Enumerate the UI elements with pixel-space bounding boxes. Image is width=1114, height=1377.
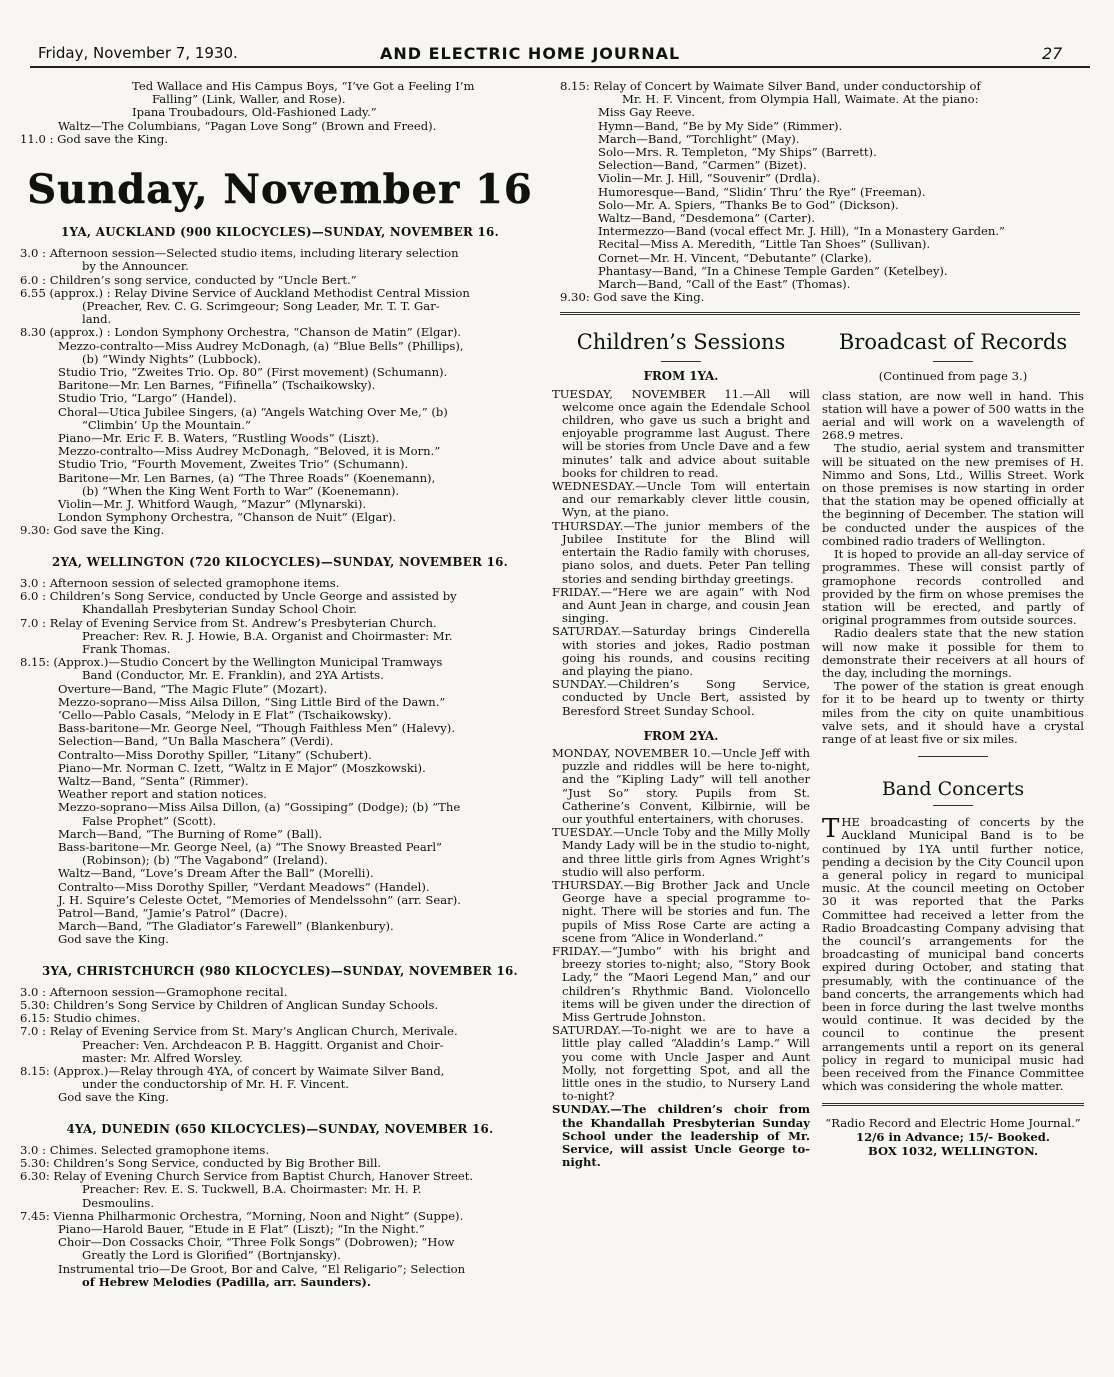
programme-line: master: Mr. Alfred Worsley. — [82, 1050, 243, 1065]
right-column — [552, 79, 1084, 1325]
programme-line: Overture—Band, “The Magic Flute” (Mozart). — [58, 681, 328, 696]
from-2ya-heading: FROM 2YA. — [643, 728, 719, 743]
programme-line: (b) “When the King Went Forth to War” (Koenemann). — [82, 483, 400, 498]
programme-line: 11.0 : God save the King. — [20, 131, 169, 146]
station-3ya-programme — [20, 986, 540, 1105]
programme-line: Patrol—Band, “Jamie’s Patrol” (Dacre). — [58, 905, 288, 920]
session-paragraph: THURSDAY.—Big Brother Jack and Uncle George have a special programme to-night. There will be stories and fun. The pupils of Miss Rose Carte are acting a scene from “Alice in Wonderland.” — [552, 877, 810, 945]
waimate-concert-programme — [560, 80, 1080, 304]
programme-line: (Preacher, Rev. C. G. Scrimgeour; Song Leader, Mr. T. T. Gar- — [82, 299, 440, 314]
article-end-rule — [918, 756, 988, 757]
programme-line: 8.15: (Approx.)—Studio Concert by the Wellington Municipal Tramways — [20, 655, 443, 670]
programme-line: 3.0 : Afternoon session of selected gramophone items. — [20, 575, 340, 590]
programme-line: Contralto—Miss Dorothy Spiller, “Verdant Meadows” (Handel). — [58, 879, 430, 894]
header-date: Friday, November 7, 1930. — [38, 44, 238, 62]
programme-line: March—Band, “Torchlight” (May). — [598, 131, 800, 146]
programme-line: Waltz—Band, “Senta” (Rimmer). — [58, 773, 249, 788]
programme-line: Mr. H. F. Vincent, from Olympia Hall, Waimate. At the piano: — [622, 92, 979, 107]
session-paragraph: THURSDAY.—The junior members of the Jubilee Institute for the Blind will entertain the Radio family with choruses, piano solos, and duets. Peter Pan telling stories and sending birthday greetings. — [552, 518, 810, 586]
programme-line: London Symphony Orchestra, “Chanson de Nuit” (Elgar). — [58, 510, 397, 525]
station-4ya-programme — [20, 1144, 540, 1289]
programme-line: Intermezzo—Band (vocal effect Mr. J. Hill), “In a Monastery Garden.” — [598, 224, 1005, 239]
programme-line: Choral—Utica Jubilee Singers, (a) “Angels Watching Over Me,” (b) — [58, 404, 448, 419]
programme-line: Piano—Mr. Eric F. B. Waters, “Rustling Woods” (Liszt). — [58, 431, 380, 446]
programme-line: Miss Gay Reeve. — [598, 105, 696, 120]
programme-line: 6.55 (approx.) : Relay Divine Service of Auckland Methodist Central Mission — [20, 285, 470, 300]
programme-line: J. H. Squire’s Celeste Octet, “Memories of Mendelssohn” (arr. Sear). — [58, 892, 461, 907]
programme-line: Phantasy—Band, “In a Chinese Temple Garden” (Ketelbey). — [598, 263, 948, 278]
band-concerts-text: HE broadcasting of concerts by the Auckland Municipal Band is to be continued by 1YA until further notice, pending a decision by the City Council upon a general policy in regard to municipal music. At the council meeting on October 30 it was reported that the Parks Committee had received a letter from the Radio Broadcasting Company advising that the council’s arrangements for the broadcasting of municipal band concerts expired during October, and stating that presumably, with the continuance of the band concerts, the arrangements which had been in force during the last twelve months would continue. It was decided by the council to continue the present arrangements until a report on its general policy in regard to municipal music had been received from the Finance Committee which was considering the whole matter. — [822, 815, 1084, 1094]
session-paragraph: SATURDAY.—Saturday brings Cinderella with stories and jokes, Radio postman going his rounds, and cousins reciting and playing the piano. — [552, 624, 810, 678]
title-rule — [933, 805, 973, 806]
programme-line: 3.0 : Chimes. Selected gramophone items. — [20, 1142, 270, 1157]
programme-line: 9.30: God save the King. — [20, 523, 165, 538]
station-heading-2ya: 2YA, WELLINGTON (720 KILOCYCLES)—SUNDAY, NOVEMBER 16. — [51, 554, 509, 569]
programme-line: Cornet—Mr. H. Vincent, “Debutante” (Clarke). — [598, 250, 872, 265]
programme-line: 5.30: Children’s Song Service by Children of Anglican Sunday Schools. — [20, 997, 439, 1012]
article-paragraph: Radio dealers state that the new station will now make it possible for them to demonstrate their receivers at all hours of the day, including the mornings. — [822, 626, 1084, 680]
programme-line: 8.15: Relay of Concert by Waimate Silver Band, under conductorship of — [560, 79, 981, 93]
programme-line: Hymn—Band, “Be by My Side” (Rimmer). — [598, 118, 843, 133]
programme-line: 6.30: Relay of Evening Church Service from Baptist Church, Hanover Street. — [20, 1169, 474, 1184]
programme-line: Baritone—Mr. Len Barnes, (a) “The Three Roads” (Koenemann), — [58, 470, 436, 485]
session-paragraph: SUNDAY.—The children’s choir from the Khandallah Presbyterian Sunday School under the leadership of Mr. Service, will assist Uncle George to-night. — [552, 1102, 810, 1170]
programme-line: Waltz—The Columbians, “Pagan Love Song” (Brown and Freed). — [58, 118, 437, 133]
station-1ya-programme — [20, 247, 540, 537]
programme-line: Preacher: Ven. Archdeacon P. B. Haggitt. Organist and Choir- — [82, 1037, 444, 1052]
programme-line: 9.30: God save the King. — [560, 290, 705, 305]
programme-line: Recital—Miss A. Meredith, “Little Tan Shoes” (Sullivan). — [598, 237, 931, 252]
band-concerts-paragraph — [822, 816, 1084, 1093]
station-2ya-programme — [20, 577, 540, 947]
session-paragraph: TUESDAY.—Uncle Toby and the Milly Molly Mandy Lady will be in the studio to-night, and three little girls from Agnes Wright’s studio will also perform. — [552, 825, 810, 879]
article-paragraph: The studio, aerial system and transmitter will be situated on the new premises of H. Nimmo and Sons, Ltd., Willis Street. Work on those premises is now starting in order that the station may be opened officially at the beginning of December. The station will be conducted under the auspices of the combined radio traders of Wellington. — [822, 441, 1084, 548]
programme-line: Mezzo-soprano—Miss Ailsa Dillon, (a) “Gossiping” (Dodge); (b) “The — [58, 800, 461, 815]
ad-divider — [822, 1103, 1084, 1106]
programme-line: Piano—Harold Bauer, “Etude in E Flat” (Liszt); “In the Night.” — [58, 1222, 425, 1237]
subscription-ad — [822, 1116, 1084, 1158]
programme-line: Desmoulins. — [82, 1195, 155, 1210]
programme-line: Khandallah Presbyterian Sunday School Choir. — [82, 602, 357, 617]
programme-line: Selection—Band, “Carmen” (Bizet). — [598, 158, 807, 173]
programme-line: 8.30 (approx.) : London Symphony Orchestra, “Chanson de Matin” (Elgar). — [20, 325, 462, 340]
article-paragraph: It is hoped to provide an all-day service of programmes. These will consist partly of gramophone records controlled and provided by the firm on whose premises the station will be erected, and partly of original programmes from outside sources. — [822, 547, 1084, 628]
programme-line: Waltz—Band, “Love’s Dream After the Ball” (Morelli). — [58, 866, 374, 881]
programme-line: Solo—Mrs. R. Templeton, “My Ships” (Barrett). — [598, 145, 877, 160]
programme-line: “Climbin’ Up the Mountain.” — [82, 417, 251, 432]
top-programme-lines — [20, 80, 540, 146]
programme-line: Studio Trio, “Fourth Movement, Zweites Trio” (Schumann). — [58, 457, 409, 472]
ad-price: 12/6 in Advance; 15/- Booked. — [856, 1130, 1050, 1145]
station-heading-4ya: 4YA, DUNEDIN (650 KILOCYCLES)—SUNDAY, NOVEMBER 16. — [66, 1121, 494, 1136]
session-paragraph: SUNDAY.—Children’s Song Service, conducted by Uncle Bert, assisted by Beresford Street Sunday School. — [552, 677, 810, 718]
page-header — [0, 0, 1114, 70]
programme-line: Ted Wallace and His Campus Boys, “I’ve Got a Feeling I’m — [132, 79, 475, 93]
programme-line: Preacher: Rev. R. J. Howie, B.A. Organist and Choirmaster: Mr. — [82, 628, 453, 643]
header-journal-title: AND ELECTRIC HOME JOURNAL — [380, 44, 681, 63]
header-rule — [30, 66, 1090, 68]
article-paragraph: class station, are now well in hand. This station will have a power of 500 watts in the aerial and will work on a wavelength of 268.9 metres. — [822, 388, 1084, 443]
programme-line: 8.15: (Approx.)—Relay through 4YA, of concert by Waimate Silver Band, — [20, 1064, 445, 1078]
programme-line: Instrumental trio—De Groot, Bor and Calve, “El Religario”; Selection — [58, 1261, 466, 1276]
records-column — [822, 325, 1084, 1158]
programme-line: False Prophet” (Scott). — [82, 813, 217, 828]
programme-line: 6.0 : Children’s song service, conducted by “Uncle Bert.” — [20, 272, 357, 287]
ad-title: “Radio Record and Electric Home Journal.” — [825, 1116, 1081, 1131]
programme-line: God save the King. — [58, 932, 169, 947]
programme-line: Selection—Band, “Un Balla Maschera” (Verdi). — [58, 734, 334, 749]
lower-right-columns — [552, 325, 1084, 1325]
ad-address: BOX 1032, WELLINGTON. — [868, 1144, 1038, 1159]
programme-line: ’Cello—Pablo Casals, “Melody in E Flat” (Tschaikowsky). — [58, 707, 392, 722]
programme-line: Studio Trio, “Largo” (Handel). — [58, 391, 237, 406]
programme-line: Violin—Mr. J. Whitford Waugh, “Mazur” (Mlynarski). — [58, 497, 367, 512]
programme-line: Band (Conductor, Mr. E. Franklin), and 2YA Artists. — [82, 668, 384, 683]
programme-line: Studio Trio, “Zweites Trio. Op. 80” (First movement) (Schumann). — [58, 365, 448, 380]
programme-line: 6.0 : Children’s Song Service, conducted by Uncle George and assisted by — [20, 589, 457, 604]
programme-line: (b) “Windy Nights” (Lubbock). — [82, 351, 262, 366]
programme-line: Mezzo-contralto—Miss Audrey McDonagh, (a) “Blue Bells” (Phillips), — [58, 338, 464, 353]
article-paragraph: The power of the station is great enough for it to be heard up to twenty or thirty miles from the city on quite unambitious valve sets, and it should have a crystal range of at least five or six miles. — [822, 679, 1084, 746]
title-rule — [661, 361, 701, 362]
programme-line: Frank Thomas. — [82, 641, 171, 656]
programme-line: 3.0 : Afternoon session—Selected studio items, including literary selection — [20, 246, 459, 261]
session-paragraph: TUESDAY, NOVEMBER 11.—All will welcome once again the Edendale School children, who gave us such a bright and enjoyable programme last August. There will be stories from Uncle Dave and a few minutes’ talk and advice about suitable books for children to read. — [552, 386, 810, 480]
programme-line: of Hebrew Melodies (Padilla, arr. Saunders). — [82, 1274, 371, 1289]
programme-line: Bass-baritone—Mr. George Neel, “Though Faithless Men” (Halevy). — [58, 721, 455, 736]
left-column — [20, 80, 540, 1289]
session-paragraph: SATURDAY.—To-night we are to have a little play called “Aladdin’s Lamp.” Will you come with Uncle Jasper and Aunt Molly, not forgetting Spot, and all the little ones in the studio, to Nursery Land to-night? — [552, 1023, 810, 1104]
title-rule — [933, 361, 973, 362]
programme-line: 5.30: Children’s Song Service, conducted by Big Brother Bill. — [20, 1156, 382, 1171]
continued-note: (Continued from page 3.) — [878, 369, 1028, 384]
session-paragraph: FRIDAY.—“Here we are again” with Nod and Aunt Jean in charge, and cousin Jean singing. — [552, 584, 810, 626]
programme-line: God save the King. — [58, 1090, 169, 1105]
programme-line: Ipana Troubadours, Old-Fashioned Lady.” — [132, 105, 377, 120]
session-paragraph: MONDAY, NOVEMBER 10.—Uncle Jeff with puzzle and riddles will be here to-night, and the “Kipling Lady” will tell another “Just So” story. Pupils from St. Catherine’s Convent, Kilbirnie, will be our youthful entertainers, with choruses. — [552, 745, 810, 826]
programme-line: 7.0 : Relay of Evening Service from St. Andrew’s Presbyterian Church. — [20, 615, 437, 630]
programme-line: Mezzo-contralto—Miss Audrey McDonagh, “Beloved, it is Morn.” — [58, 444, 441, 459]
programme-line: 3.0 : Afternoon session—Gramophone recital. — [20, 984, 288, 999]
programme-line: (Robinson); (b) “The Vagabond” (Ireland). — [82, 853, 328, 868]
programme-line: land. — [82, 312, 112, 327]
day-title: Sunday, November 16 — [27, 166, 533, 214]
programme-line: March—Band, “The Burning of Rome” (Ball). — [58, 826, 323, 841]
programme-line: Humoresque—Band, “Slidin’ Thru’ the Rye” (Freeman). — [598, 184, 926, 199]
childrens-sessions-column — [552, 325, 810, 1169]
header-page-number: 27 — [1042, 44, 1063, 63]
programme-line: March—Band, “The Gladiator’s Farewell” (Blankenbury). — [58, 919, 394, 934]
childrens-sessions-title: Children’s Sessions — [576, 330, 786, 355]
programme-line: Violin—Mr. J. Hill, “Souvenir” (Drdla). — [598, 171, 821, 186]
programme-line: Solo—Mr. A. Spiers, “Thanks Be to God” (Dickson). — [598, 197, 899, 212]
programme-line: Greatly the Lord is Glorified” (Bortnjansky). — [82, 1248, 341, 1263]
drop-cap: T — [822, 814, 840, 845]
programme-line: Weather report and station notices. — [58, 787, 267, 802]
programme-line: Baritone—Mr. Len Barnes, “Fifinella” (Tschaikowsky). — [58, 378, 376, 393]
programme-line: 7.45: Vienna Philharmonic Orchestra, “Morning, Noon and Night” (Suppe). — [20, 1208, 464, 1223]
programme-line: Falling” (Link, Waller, and Rose). — [152, 92, 346, 107]
session-paragraph: WEDNESDAY.—Uncle Tom will entertain and our remarkably clever little cousin, Wyn, at the piano. — [552, 479, 810, 520]
session-paragraph: FRIDAY.—“Jumbo” with his bright and breezy stories to-night; also, “Story Book Lady,” the “Maori Legend Man,” and our children’s Rhythmic Band. Violoncello items will be given under the direction of Miss Gertrude Johnston. — [552, 943, 810, 1024]
section-divider — [560, 312, 1080, 315]
programme-line: 6.15: Studio chimes. — [20, 1011, 141, 1026]
programme-line: Preacher: Rev. E. S. Tuckwell, B.A. Choirmaster: Mr. H. P. — [82, 1182, 422, 1197]
programme-line: Waltz—Band, “Desdemona” (Carter). — [598, 211, 815, 226]
programme-line: by the Announcer. — [82, 259, 189, 274]
programme-line: Bass-baritone—Mr. George Neel, (a) “The Snowy Breasted Pearl” — [58, 839, 442, 854]
programme-line: March—Band, “Call of the East” (Thomas). — [598, 277, 851, 292]
programme-line: 7.0 : Relay of Evening Service from St. Mary’s Anglican Church, Merivale. — [20, 1024, 458, 1039]
programme-line: under the conductorship of Mr. H. F. Vincent. — [82, 1077, 349, 1092]
programme-line: Contralto—Miss Dorothy Spiller, “Litany” (Schubert). — [58, 747, 372, 762]
station-heading-1ya: 1YA, AUCKLAND (900 KILOCYCLES)—SUNDAY, NOVEMBER 16. — [61, 225, 499, 240]
station-heading-3ya: 3YA, CHRISTCHURCH (980 KILOCYCLES)—SUNDAY, NOVEMBER 16. — [42, 963, 518, 978]
programme-line: Mezzo-soprano—Miss Ailsa Dillon, “Sing Little Bird of the Dawn.” — [58, 694, 446, 709]
band-concerts-title: Band Concerts — [881, 778, 1025, 801]
from-1ya-heading: FROM 1YA. — [643, 369, 719, 384]
programme-line: Piano—Mr. Norman C. Izett, “Waltz in E Major” (Moszkowski). — [58, 760, 426, 775]
broadcast-of-records-title: Broadcast of Records — [838, 330, 1068, 355]
programme-line: Choir—Don Cossacks Choir, “Three Folk Songs” (Dobrowen); “How — [58, 1235, 455, 1250]
